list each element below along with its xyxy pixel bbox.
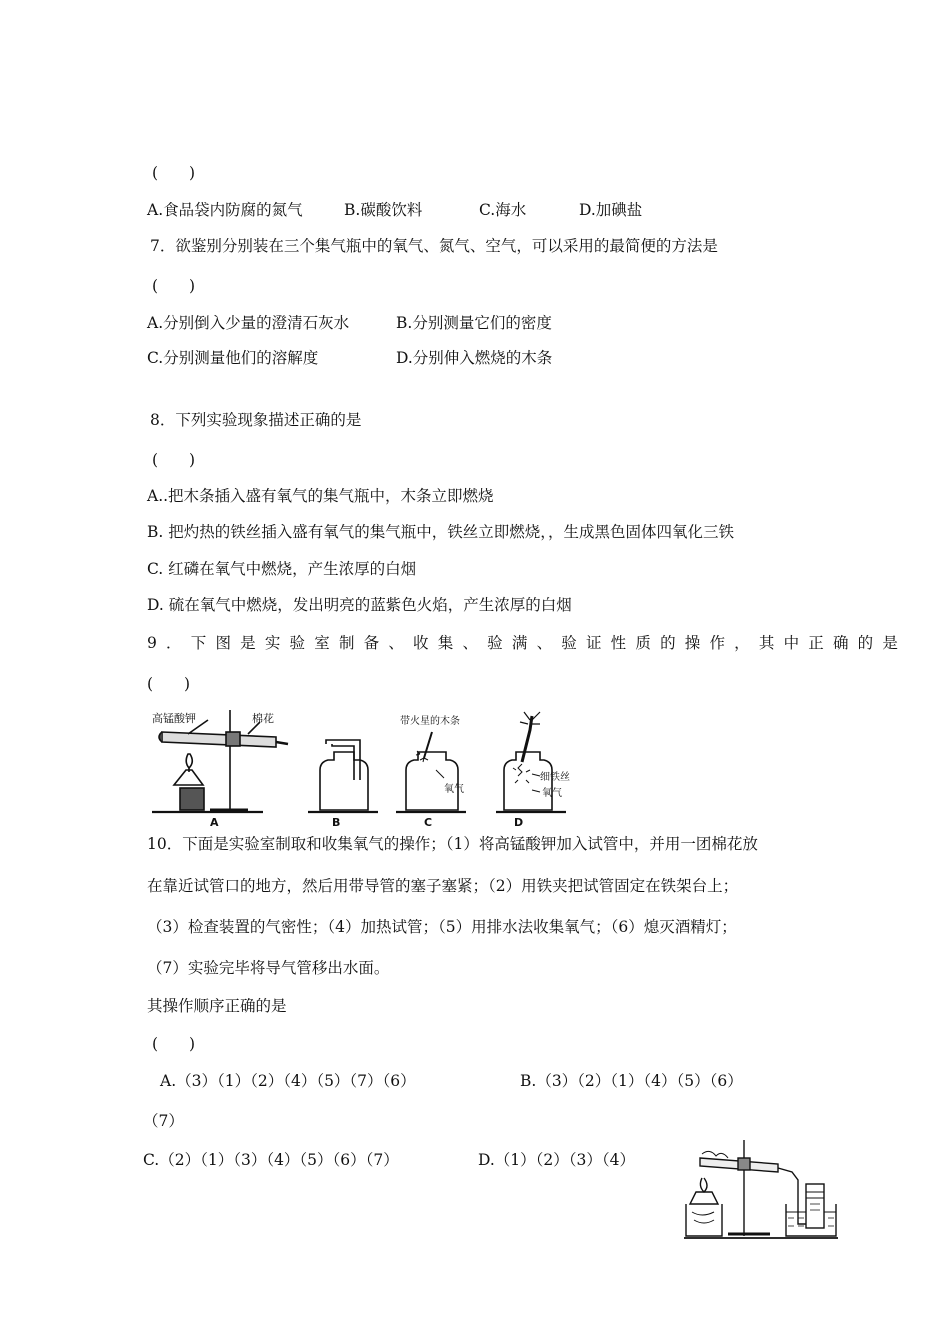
q10-stem-line-2: 在靠近试管口的地方，然后用带导管的塞子塞紧；（2）用铁夹把试管固定在铁架台上； <box>147 877 739 895</box>
q10-stem-line-3: （3）检查装置的气密性；（4）加热试管；（5）用排水法收集氧气；（6）熄灭酒精灯； <box>147 918 737 936</box>
q9-bracket: ( ) <box>147 675 191 693</box>
oxygen-collection-setup-svg <box>682 1138 842 1242</box>
label-oxygen-d: 氧气 <box>542 788 562 799</box>
q10-option-c: C.（2）（1）（3）（4）（5）（6）（7） <box>143 1151 399 1169</box>
q7-stem: 7．欲鉴别分别装在三个集气瓶中的氧气、氮气、空气，可以采用的最简便的方法是 <box>150 237 718 255</box>
figure-c <box>396 732 466 812</box>
label-iron-wire: 细铁丝 <box>540 772 570 783</box>
apparatus-figures <box>148 710 658 828</box>
label-cotton: 棉花 <box>252 712 274 725</box>
q9-stem: 9．下图是实验室制备、收集、验满、验证性质的操作，其中正确的是 <box>147 634 908 652</box>
label-kmno4: 高锰酸钾 <box>152 712 196 725</box>
q6-option-c: C.海水 <box>479 201 527 219</box>
q8-stem: 8．下列实验现象描述正确的是 <box>150 411 362 429</box>
q7-option-c: C.分别测量他们的溶解度 <box>147 349 319 367</box>
q10-stem-line-4: （7）实验完毕将导气管移出水面。 <box>147 959 390 977</box>
q7-option-d: D.分别伸入燃烧的木条 <box>396 349 553 367</box>
label-fig-b: B <box>332 816 341 828</box>
q10-bracket: ( ) <box>152 1035 196 1053</box>
q10-option-b-cont: （7） <box>143 1112 184 1130</box>
q10-stem-line-1: 10．下面是实验室制取和收集氧气的操作；（1）将高锰酸钾加入试管中，并用一团棉花放 <box>147 835 758 853</box>
q10-option-d: D.（1）（2）（3）（4） <box>478 1151 635 1169</box>
label-glowing-splint: 带火星的木条 <box>400 716 460 727</box>
q8-option-c: C. 红磷在氧气中燃烧，产生浓厚的白烟 <box>147 560 417 578</box>
q8-option-a: A..把木条插入盛有氧气的集气瓶中，木条立即燃烧 <box>147 487 494 505</box>
q10-option-b: B.（3）（2）（1）（4）（5）（6） <box>520 1072 743 1090</box>
apparatus-figures-svg <box>148 710 658 828</box>
q8-option-d: D. 硫在氧气中燃烧，发出明亮的蓝紫色火焰，产生浓厚的白烟 <box>147 596 572 614</box>
q7-option-a: A.分别倒入少量的澄清石灰水 <box>147 314 350 332</box>
label-oxygen-c: 氧气 <box>444 784 464 795</box>
label-fig-a: A <box>210 816 219 828</box>
figure-a <box>152 710 288 812</box>
q8-option-b: B. 把灼热的铁丝插入盛有氧气的集气瓶中，铁丝立即燃烧，，生成黑色固体四氧化三铁 <box>147 523 734 541</box>
q6-option-a: A.食品袋内防腐的氮气 <box>147 201 303 219</box>
q10-question: 其操作顺序正确的是 <box>147 997 287 1015</box>
oxygen-collection-setup <box>682 1138 842 1242</box>
q6-option-d: D.加碘盐 <box>579 201 643 219</box>
q8-bracket: ( ) <box>152 451 196 469</box>
q7-option-b: B.分别测量它们的密度 <box>396 314 552 332</box>
q10-option-a: A.（3）（1）（2）（4）（5）（7）（6） <box>160 1072 416 1090</box>
label-fig-d: D <box>514 816 524 828</box>
q6-bracket: ( ) <box>152 164 196 182</box>
figure-b <box>308 740 378 812</box>
q7-bracket: ( ) <box>152 277 196 295</box>
q6-option-b: B.碳酸饮料 <box>344 201 423 219</box>
label-fig-c: C <box>424 816 433 828</box>
